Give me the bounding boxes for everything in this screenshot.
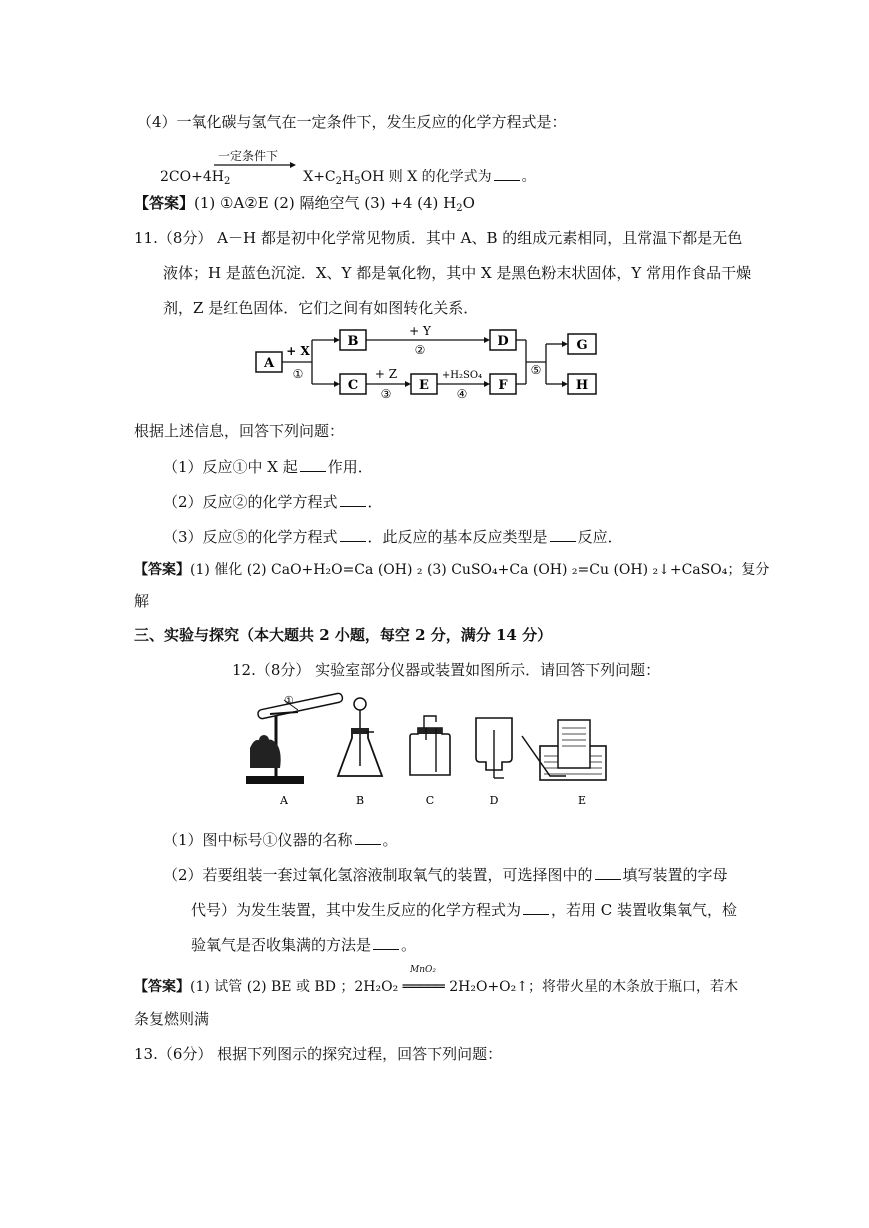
answer-blank[interactable] [550,529,576,542]
q12-q2-line2b: ，若用 C 装置收集氧气，检 [551,901,738,919]
q11-question2 [163,494,383,510]
q10-answer [134,196,475,214]
node-d: D [497,334,509,349]
node-c: C [347,378,359,393]
apparatus-a [246,693,343,807]
q11-answer-line2: 解 [134,592,150,610]
answer-blank[interactable] [494,168,520,181]
label-step4: ④ [456,387,468,400]
answer-blank[interactable] [300,459,326,472]
q12-q1a: （1）图中标号①仪器的名称 [163,831,353,849]
eq-right-sub2: 5 [354,176,361,187]
eq-left-sub: 2 [223,176,231,187]
marker-label: ① [284,694,294,707]
q11-q3a: （3）反应⑤的化学方程式 [163,528,338,546]
label-step5: ⑤ [530,363,542,377]
label-b: B [355,794,365,807]
eq-right-a: X+C [303,169,336,185]
q12-q2-line2a: 代号）为发生装置，其中发生反应的化学方程式为 [191,901,522,919]
q11-q3c: 反应． [577,528,623,546]
conversion-diagram [250,322,610,400]
q12-question2-line1 [163,867,728,883]
q11-q1a: （1）反应①中 X 起 [163,458,298,476]
label-plus-z: + Z [374,367,398,381]
answer-text: (1) 试管 (2) BE 或 BD ；2H₂O₂ ═════ 2H₂O+O₂↑；将带火星的木条放于瓶口，若木 [190,979,739,995]
answer-end: O [462,194,475,212]
label-c: C [425,794,435,807]
label-plus-h2so4: +H₂SO₄ [441,370,483,381]
answer-sub: 2 [456,203,463,214]
answer-blank[interactable] [355,832,381,845]
apparatus-figure [240,692,610,810]
q12-q2-line3a: 验氧气是否收集满的方法是 [191,936,372,954]
q10-equation-line [160,168,536,187]
eq-right-c: OH 则 X 的化学式为 [360,169,492,185]
q10-part4-text: （4）一氧化碳与氢气在一定条件下，发生反应的化学方程式是： [137,113,567,131]
label-plus-x: + X [286,344,310,358]
label-e: E [577,794,587,807]
node-f: F [498,378,508,393]
answer-text: (1) ①A②E (2) 隔绝空气 (3) +4 (4) H [194,194,457,212]
q12-q1b: 。 [382,831,398,849]
q12-answer-line1 [134,980,738,994]
q12-answer-line2: 条复燃则满 [134,1010,210,1028]
answer-blank[interactable] [523,902,549,915]
apparatus-d [476,718,512,807]
label-a: A [280,794,288,807]
q11-line1: 11.（8分） A－H 都是初中化学常见物质．其中 A、B 的组成元素相同，且常温下都是无色 [134,229,743,247]
label-step3: ③ [380,387,392,400]
label-d: D [489,794,499,807]
node-a: A [263,356,275,371]
catalyst-label: MnO₂ [410,965,436,975]
q12-question2-line3 [191,937,416,953]
apparatus-c [410,716,450,807]
q11-q3b: ．此反应的基本反应类型是 [367,528,548,546]
eq-right-sub: 2 [335,176,343,187]
q11-answer-line1 [134,563,769,577]
node-e: E [419,378,429,393]
eq-end: 。 [521,169,536,185]
answer-label: 【答案】 [134,562,190,578]
q12-q2-line1a: （2）若要组装一套过氧化氢溶液制取氧气的装置，可选择图中的 [163,866,593,884]
q11-line2: 液体；H 是蓝色沉淀．X、Y 都是氧化物，其中 X 是黑色粉末状固体，Y 常用作食品干燥 [163,264,752,282]
q12-q2-line1b: 填写装置的字母 [622,866,728,884]
answer-label: 【答案】 [134,979,190,995]
label-step1: ① [292,367,304,381]
q11-q2a: （2）反应②的化学方程式 [163,493,338,511]
q11-prompt: 根据上述信息，回答下列问题： [134,422,345,440]
q11-q1b: 作用． [327,458,373,476]
q11-q2b: ． [367,493,383,511]
q11-question3 [163,529,623,545]
q12-question2-line2 [191,902,737,918]
answer-blank[interactable] [340,529,366,542]
answer-text: (1) 催化 (2) CaO+H₂O=Ca (OH) ₂ (3) CuSO₄+Ca (OH) ₂=Cu (OH) ₂↓+CaSO₄；复分 [190,562,770,578]
answer-blank[interactable] [595,867,621,880]
node-b: B [347,334,359,349]
eq-right-b: H [342,169,355,185]
label-step2: ② [414,343,426,357]
answer-blank[interactable] [340,494,366,507]
q11-question1 [163,459,373,475]
apparatus-b [338,698,382,807]
q13-intro: 13.（6分） 根据下列图示的探究过程，回答下列问题： [134,1045,503,1063]
answer-blank[interactable] [373,937,399,950]
section-heading: 三、实验与探究（本大题共 2 小题，每空 2 分，满分 14 分） [134,626,553,644]
eq-left: 2CO+4H [160,169,224,185]
q12-intro: 12.（8分） 实验室部分仪器或装置如图所示．请回答下列问题： [232,661,661,679]
q12-q2-line3b: 。 [401,936,417,954]
label-plus-y: + Y [409,324,431,338]
apparatus-e [522,720,606,807]
q12-question1 [163,832,398,848]
q11-line3: 剂，Z 是红色固体．它们之间有如图转化关系． [163,299,479,317]
answer-label: 【答案】 [134,194,195,212]
node-h: H [575,378,589,393]
node-g: G [576,338,588,353]
eq-condition: 一定条件下 [218,149,279,163]
